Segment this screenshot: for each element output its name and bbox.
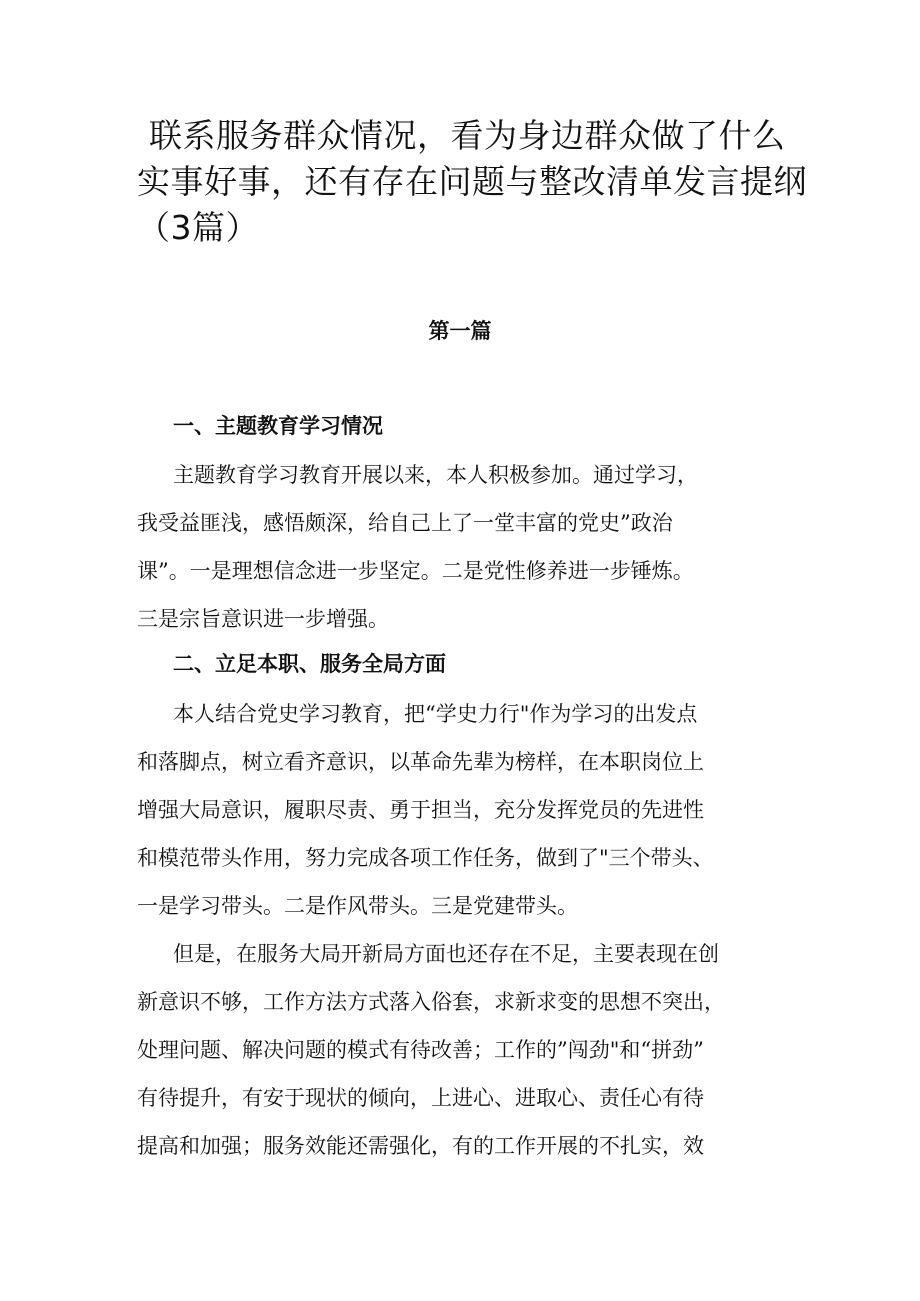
paragraph-line: 我受益匪浅，感悟颇深，给自己上了一堂丰富的党史”政治 xyxy=(137,511,673,535)
paragraph-line: 主题教育学习教育开展以来，本人积极参加。通过学习， xyxy=(173,463,698,487)
title-line: 实事好事，还有存在问题与整改清单发言提纲 xyxy=(137,162,807,201)
title-line: （3篇） xyxy=(137,208,259,247)
section-heading-duty: 二、立足本职、服务全局方面 xyxy=(173,651,446,676)
paragraph-line: 增强大局意识，履职尽责、勇于担当，充分发挥党员的先进性 xyxy=(137,798,704,822)
title-line: 联系服务群众情况，看为身边群众做了什么 xyxy=(149,116,786,155)
paragraph-line: 提高和加强；服务效能还需强化，有的工作开展的不扎实，效 xyxy=(137,1134,704,1158)
paragraph-line: 三是宗旨意识进一步增强。 xyxy=(137,607,389,631)
paragraph-line: 但是，在服务大局开新局方面也还存在不足，主要表现在创 xyxy=(173,942,719,966)
paragraph-line: 和模范带头作用，努力完成各项工作任务，做到了"三个带头、 xyxy=(137,846,714,870)
part-title: 第一篇 xyxy=(428,318,492,343)
paragraph-line: 一是学习带头。二是作风带头。三是党建带头。 xyxy=(137,894,578,918)
document-title xyxy=(137,113,807,251)
paragraph-line: 和落脚点，树立看齐意识，以革命先辈为榜样，在本职岗位上 xyxy=(137,750,704,774)
section-heading-study: 一、主题教育学习情况 xyxy=(173,413,383,438)
paragraph-duty xyxy=(137,690,787,930)
paragraph-line: 新意识不够，工作方法方式落入俗套，求新求变的思想不突出， xyxy=(137,990,725,1014)
paragraph-line: 处理问题、解决问题的模式有待改善；工作的”闯劲"和“拼劲” xyxy=(137,1038,704,1062)
paragraph-line: 本人结合党史学习教育，把“学史力行"作为学习的出发点 xyxy=(173,702,698,726)
paragraph-shortcomings xyxy=(137,930,787,1170)
paragraph-line: 有待提升，有安于现状的倾向，上进心、进取心、责任心有待 xyxy=(137,1086,704,1110)
paragraph-study xyxy=(137,451,787,643)
paragraph-line: 课”。一是理想信念进一步坚定。二是党性修养进一步锤炼。 xyxy=(137,559,694,583)
